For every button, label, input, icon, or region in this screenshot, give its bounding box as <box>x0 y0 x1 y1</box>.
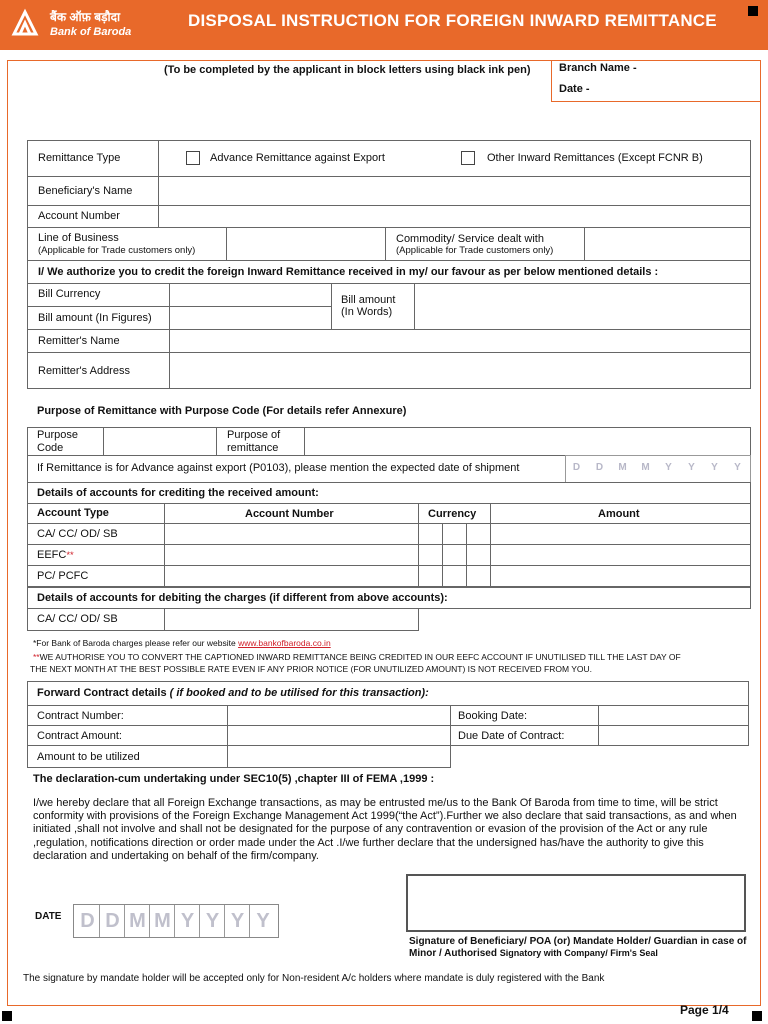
eefc-note-mark: ** <box>33 652 40 662</box>
contract-dates-input[interactable] <box>598 705 749 746</box>
mandate-note: The signature by mandate holder will be accepted only for Non-resident A/c holders where mandate is duly registered with the Bank <box>23 973 605 984</box>
advance-export-label: Advance Remittance against Export <box>210 152 385 164</box>
row-eefc <box>37 549 74 561</box>
eefc-note-2: THE NEXT MONTH AT THE BEST POSSIBLE RATE EVEN IF ANY PRIOR NOTICE (FOR UNUTILIZED AMOUNT) IS NOT RECEIVED FROM YOU. <box>30 664 593 674</box>
charges-note <box>33 638 331 648</box>
signature-caption-1: Signature of Beneficiary/ POA (or) Mandate Holder/ Guardian in case of <box>409 936 747 947</box>
date-digit: Y <box>665 462 672 473</box>
bill-amount-words-label-2: (In Words) <box>341 306 393 318</box>
date-digit: D <box>572 462 581 473</box>
amount-col-input[interactable] <box>492 524 750 586</box>
debit-heading: Details of accounts for debiting the charges (if different from above accounts): <box>37 592 448 604</box>
remittance-type-label: Remittance Type <box>38 152 121 164</box>
other-remittance-label: Other Inward Remittances (Except FCNR B) <box>487 152 703 164</box>
date-digit: D <box>101 905 125 937</box>
row-ca: CA/ CC/ OD/ SB <box>37 528 118 540</box>
date-digit: M <box>618 462 627 473</box>
signature-caption-2b: Signatory with Company/ Firm's Seal <box>499 948 658 958</box>
bill-amount-words-label: Bill amount <box>341 294 396 306</box>
credit-heading: Details of accounts for crediting the received amount: <box>37 487 319 499</box>
date-digit: Y <box>711 462 718 473</box>
amount-utilized-label: Amount to be utilized <box>37 751 140 763</box>
col-amount: Amount <box>598 508 640 520</box>
purpose-of-label-2: remittance <box>227 442 279 454</box>
line-of-business-input[interactable] <box>226 227 386 261</box>
purpose-heading: Purpose of Remittance with Purpose Code (For details refer Annexure) <box>37 405 407 417</box>
date-field[interactable]: Date - <box>559 83 590 95</box>
currency-divider <box>466 524 467 586</box>
lob-label: Line of Business <box>38 232 119 244</box>
account-number-input[interactable] <box>160 206 750 227</box>
bill-amount-figures-label: Bill amount (In Figures) <box>38 312 152 324</box>
declaration-heading: The declaration-cum undertaking under SEC10(5) ,chapter III of FEMA ,1999 : <box>33 773 435 785</box>
website-link[interactable]: www.bankofbaroda.co.in <box>238 638 331 648</box>
currency-col <box>418 523 491 587</box>
debit-account-input[interactable] <box>166 609 418 630</box>
beneficiary-label: Beneficiary's Name <box>38 185 133 197</box>
form-title: DISPOSAL INSTRUCTION FOR FOREIGN INWARD REMITTANCE <box>188 11 717 30</box>
purpose-code-input[interactable] <box>103 427 217 456</box>
col-account-number: Account Number <box>245 508 334 520</box>
branch-name-field[interactable]: Branch Name - <box>559 62 637 74</box>
forward-heading-plain: Forward Contract details <box>37 687 170 699</box>
declaration-body: I/we hereby declare that all Foreign Exchange transactions, as may be entrusted me/us to the Bank Of Baroda from time to time, will be strict conformity with provisions of the Foreign Exchange Management Act 1999(“the Act”).Further we also declare that said transactions, as and when initiated ,shall not involve and shall not be designated for the purpose of any contravention or evasion of the provision of the Act or any rule ,regulation, notifications direction or order made under the Act .I/we further declare that the undersigned has/have the authority to give this declaration and undertaking on behalf of the firm/company. <box>33 797 737 862</box>
eefc-note-text: WE AUTHORISE YOU TO CONVERT THE CAPTIONED INWARD REMITTANCE BEING CREDITED IN OUR EEFC ACCOUNT IF UNUTILISED TILL THE LAST DAY OF <box>39 652 681 662</box>
other-remittance-checkbox[interactable] <box>461 151 475 165</box>
col-account-type: Account Type <box>37 507 109 519</box>
date-digit: M <box>641 462 650 473</box>
logo-hindi-text: बैंक ऑफ़ बड़ौदा <box>50 10 121 24</box>
bill-currency-label: Bill Currency <box>38 288 101 300</box>
date-digit: Y <box>176 905 200 937</box>
forward-heading-italic: ( if booked and to be utilised for this transaction): <box>169 687 429 699</box>
corner-mark <box>748 6 758 16</box>
due-date-label: Due Date of Contract: <box>458 730 565 742</box>
debit-ca: CA/ CC/ OD/ SB <box>37 613 118 625</box>
purpose-code-label-2: Code <box>37 442 64 454</box>
account-number-label: Account Number <box>38 210 120 222</box>
remitter-address-input[interactable] <box>171 353 750 388</box>
date-label: DATE <box>35 911 62 922</box>
contract-values-input[interactable] <box>227 705 451 768</box>
bill-amount-words-input[interactable] <box>416 284 750 329</box>
contract-amount-label: Contract Amount: <box>37 730 122 742</box>
charges-text: *For Bank of Baroda charges please refer our website <box>33 638 239 648</box>
remitter-name-input[interactable] <box>171 330 750 352</box>
commodity-label: Commodity/ Service dealt with <box>396 233 544 245</box>
currency-divider <box>442 524 443 586</box>
commodity-note: (Applicable for Trade customers only) <box>396 245 554 256</box>
purpose-code-label: Purpose <box>37 429 78 441</box>
commodity-input[interactable] <box>584 227 751 261</box>
row-pc: PC/ PCFC <box>37 570 89 582</box>
contract-number-label: Contract Number: <box>37 710 124 722</box>
advance-export-checkbox[interactable] <box>186 151 200 165</box>
booking-date-label: Booking Date: <box>458 710 528 722</box>
date-digit: Y <box>226 905 250 937</box>
eefc-mark: ** <box>66 550 74 561</box>
row-eefc-label: EEFC <box>37 549 67 561</box>
date-digit: Y <box>201 905 225 937</box>
logo-english-text: Bank of Baroda <box>50 26 132 38</box>
date-digit: Y <box>688 462 695 473</box>
signature-caption-2a: Minor / Authorised <box>409 948 500 959</box>
bank-logo-icon <box>10 8 40 38</box>
instruction-text: (To be completed by the applicant in block letters using black ink pen) <box>164 64 531 76</box>
remitter-name-label: Remitter's Name <box>38 335 120 347</box>
signature-box[interactable] <box>406 874 746 932</box>
date-digit: Y <box>734 462 741 473</box>
col-currency: Currency <box>428 508 477 520</box>
remitter-address-label: Remitter's Address <box>38 365 130 377</box>
beneficiary-input[interactable] <box>160 177 750 205</box>
eefc-note-1 <box>33 652 681 662</box>
date-digit: Y <box>256 910 270 932</box>
date-digit: M <box>151 905 175 937</box>
corner-mark <box>752 1011 762 1021</box>
corner-mark <box>2 1011 12 1021</box>
signature-caption-2 <box>409 948 658 959</box>
lob-note: (Applicable for Trade customers only) <box>38 245 196 256</box>
advance-note: If Remittance is for Advance against export (P0103), please mention the expected date of shipment <box>37 462 520 474</box>
forward-heading <box>37 687 429 699</box>
date-digit: D <box>595 462 604 473</box>
account-number-col[interactable] <box>164 523 419 587</box>
bill-currency-input[interactable] <box>169 283 332 307</box>
purpose-of-remittance-input[interactable] <box>304 427 751 456</box>
date-digit: D <box>76 905 100 937</box>
page-number: Page 1/4 <box>680 1003 729 1017</box>
bill-amount-figures-input[interactable] <box>169 306 332 330</box>
date-digit: M <box>126 905 150 937</box>
authorize-text: I/ We authorize you to credit the foreign Inward Remittance received in my/ our favour as per below mentioned details : <box>38 266 659 278</box>
purpose-of-label: Purpose of <box>227 429 281 441</box>
